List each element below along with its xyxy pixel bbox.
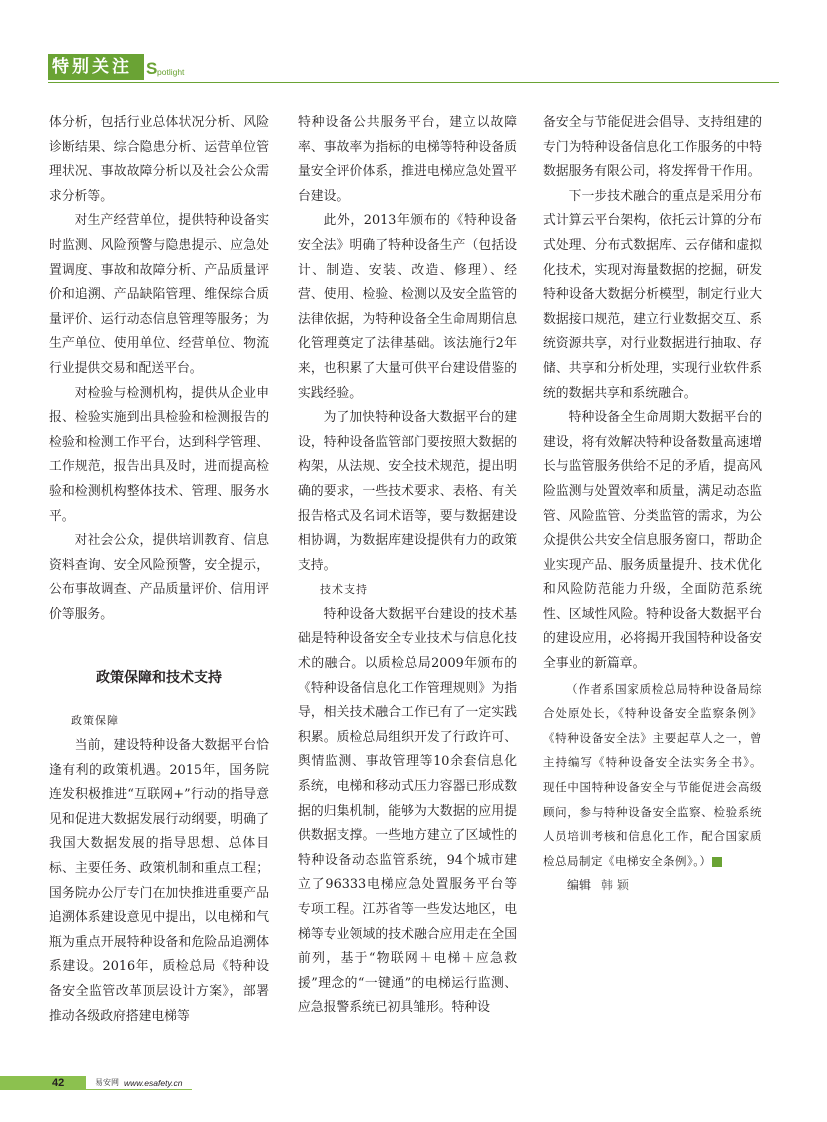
column-1 xyxy=(49,111,269,1029)
footer-url-link[interactable]: www.esafety.cn xyxy=(124,1078,183,1088)
column-3 xyxy=(543,111,762,898)
section-title-cn: 特别关注 xyxy=(52,57,132,77)
paragraph: 特种设备全生命周期大数据平台的建设，将有效解决特种设备数量高速增长与监管服务供给不足的矛盾，提高风险监测与处置效率和质量，满足动态监管、风险监管、分类监管的需求，为公众提供公共安全信息服务窗口，帮助企业实现产品、服务质量提升、技术优化和风险防范能力升级，全面防范系统性、区域性风险。特种设备大数据平台的建设应用，必将揭开我国特种设备安全事业的新篇章。 xyxy=(543,410,762,672)
footer-bar xyxy=(0,1076,86,1090)
paragraph: 特种设备大数据平台建设的技术基础是特种设备安全专业技术与信息化技术的融合。以质检总局2009年颁布的《特种设备信息化工作管理规则》为指导，相关技术融合工作已有了一定实践积累。质检总局组织开发了行政许可、舆情监测、事故管理等10余套信息化系统，电梯和移动式压力容器已形成数据的归集机制，能够为大数据的应用提供数据支撑。一些地方建立了区域性的特种设备动态监管系统，94个城市建立了96333电梯应急处置服务平台等专项工程。江苏省等一些发达地区，电梯等专业领域的技术融合应用走在全国前列，基于“物联网＋电梯＋应急救援”理念的“一键通”的电梯运行监测、应急报警系统已初具雏形。特种设 xyxy=(298,606,517,1016)
page-header xyxy=(0,50,827,84)
footer-site-name: 易安网 xyxy=(95,1078,119,1087)
section-title-initial: S xyxy=(146,59,158,78)
author-note-text: （作者系国家质检总局特种设备局综合处原处长，《特种设备安全监察条例》《特种设备安全法》主要起草人之一，曾主持编写《特种设备安全法实务全书》。现任中国特种设备安全与节能促进会高级顾问，参与特种设备安全监察、检验系统人员培训考核和信息化工作，配合国家质检总局制定《电梯安全条例》。） xyxy=(543,681,762,868)
subheading: 政策保障 xyxy=(71,714,119,728)
header-divider xyxy=(48,82,779,83)
column-2 xyxy=(298,111,517,1021)
page-number: 42 xyxy=(52,1077,65,1089)
paragraph: 当前，建设特种设备大数据平台恰逢有利的政策机遇。2015年，国务院连发积极推进“互联网+”行动的指导意见和促进大数据发展行动纲要，明确了我国大数据发展的指导思想、总体目标、主要任务、政策机制和重点工程；国务院办公厅专门在加快推进重要产品追溯体系建设意见中提出，以电梯和气瓶为重点开展特种设备和危险品追溯体系建设。2016年，质检总局《特种设备安全监管改革顶层设计方案》，部署推动各级政府搭建电梯等 xyxy=(49,738,269,1024)
editor-label: 编辑 xyxy=(567,878,592,893)
page-footer xyxy=(0,1071,827,1095)
paragraph: 备安全与节能促进会倡导、支持组建的专门为特种设备信息化工作服务的中特数据服务有限公司，将发挥骨干作用。 xyxy=(543,115,762,180)
paragraph: 为了加快特种设备大数据平台的建设，特种设备监管部门要按照大数据的构架，从法规、安全技术规范，提出明确的要求，一些技术要求、表格、有关报告格式及名词术语等，要与数据建设相协调，为数据库建设提供有力的政策支持。 xyxy=(298,410,517,573)
footer-divider xyxy=(86,1089,192,1090)
paragraph: 特种设备公共服务平台，建立以故障率、事故率为指标的电梯等特种设备质量安全评价体系，推进电梯应急处置平台建设。 xyxy=(298,115,517,204)
subheading: 技术支持 xyxy=(320,583,368,597)
paragraph: 体分析，包括行业总体状况分析、风险诊断结果、综合隐患分析、运营单位管理状况、事故故障分析以及社会公众需求分析等。 xyxy=(49,115,269,204)
paragraph: 对社会公众，提供培训教育、信息资料查询、安全风险预警，安全提示，公布事故调查、产品质量评价、信用评价等服务。 xyxy=(49,533,269,622)
paragraph: 对生产经营单位，提供特种设备实时监测、风险预警与隐患提示、应急处置调度、事故和故障分析、产品质量评价和追溯、产品缺陷管理、维保综合质量评价、运行动态信息管理等服务；为生产单位、使用单位、经营单位、物流行业提供交易和配送平台。 xyxy=(49,213,269,376)
paragraph: 此外，2013年颁布的《特种设备安全法》明确了特种设备生产（包括设计、制造、安装、改造、修理）、经营、使用、检验、检测以及安全监管的法律依据，为特种设备全生命周期信息化管理奠定了法律基础。该法施行2年来，也积累了大量可供平台建设借鉴的实践经验。 xyxy=(298,213,517,401)
paragraph: 下一步技术融合的重点是采用分布式计算云平台架构，依托云计算的分布式处理、分布式数据库、云存储和虚拟化技术，实现对海量数据的挖掘，研发特种设备大数据分析模型，制定行业大数据接口规范，建立行业数据交互、系统资源共享，对行业数据进行抽取、存储、共享和分析处理，实现行业软件系统的数据共享和系统融合。 xyxy=(543,188,762,401)
author-note xyxy=(543,677,762,874)
editor-name: 韩 颖 xyxy=(601,878,629,893)
paragraph: 对检验与检测机构，提供从企业申报、检验实施到出具检验和检测报告的检验和检测工作平台，达到科学管理、工作规范，报告出具及时，进而提高检验和检测机构整体技术、管理、服务水平。 xyxy=(49,385,269,524)
section-heading: 政策保障和技术支持 xyxy=(96,670,222,687)
section-title-en: potlight xyxy=(157,67,185,77)
editor-credit xyxy=(543,873,762,898)
end-mark-icon: 安 xyxy=(712,857,722,867)
